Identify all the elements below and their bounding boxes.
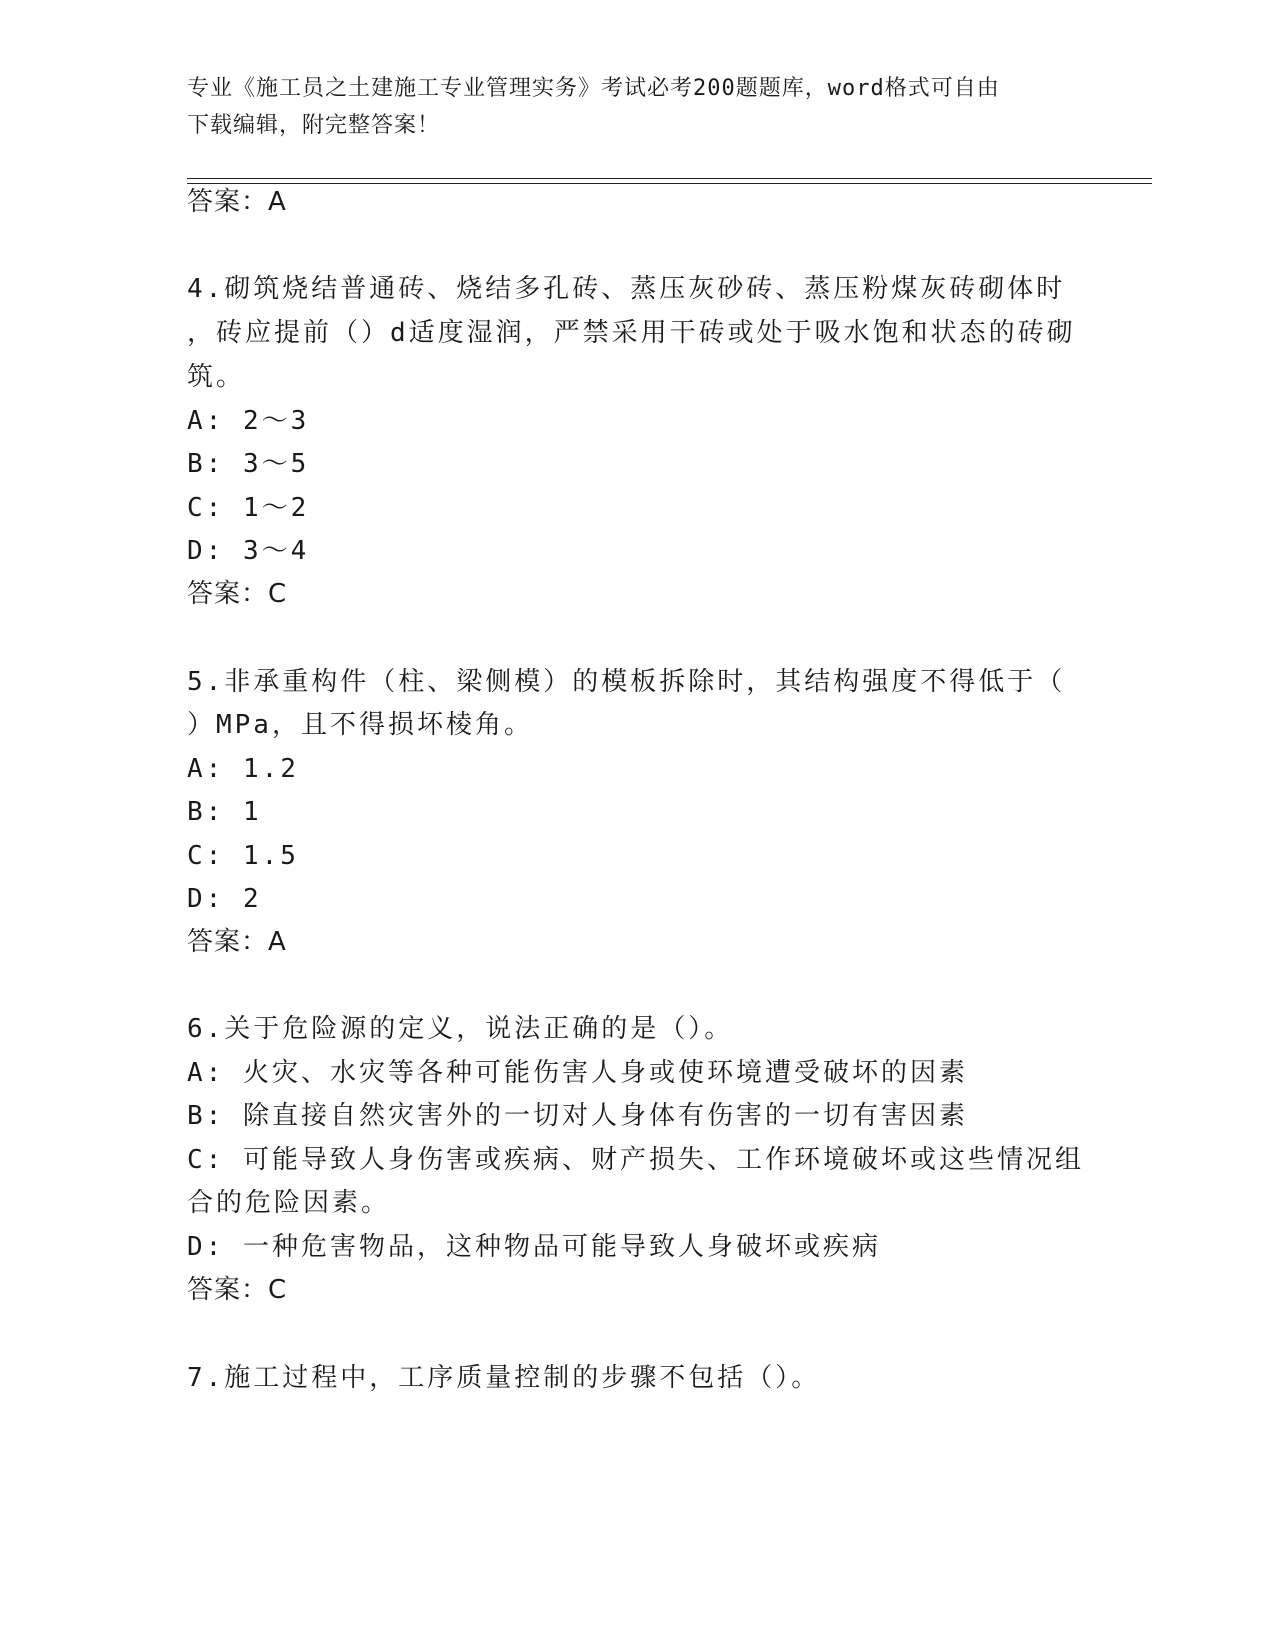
question-5-option-d: D: 2: [187, 884, 262, 914]
question-4-option-b: B: 3～5: [187, 449, 310, 479]
question-5-option-c: C: 1.5: [187, 841, 299, 871]
question-6-option-c-line-2: 合的危险因素。: [187, 1188, 391, 1218]
question-4-stem-line-3: 筑。: [187, 362, 246, 392]
question-4-answer: 答案：C: [187, 579, 288, 609]
question-7-stem-line-1: 7.施工过程中，工序质量控制的步骤不包括（）。: [187, 1363, 821, 1393]
question-5-stem-line-1: 5.非承重构件（柱、梁侧模）的模板拆除时，其结构强度不得低于（: [187, 667, 1066, 697]
previous-answer: 答案：A: [187, 187, 287, 217]
question-6-option-a: A: 火灾、水灾等各种可能伤害人身或使环境遭受破坏的因素: [187, 1058, 968, 1088]
question-4-stem-line-1: 4.砌筑烧结普通砖、烧结多孔砖、蒸压灰砂砖、蒸压粉煤灰砖砌体时: [187, 274, 1066, 304]
header-divider-bottom: [187, 183, 1152, 184]
question-6-option-b: B: 除直接自然灾害外的一切对人身体有伤害的一切有害因素: [187, 1101, 968, 1131]
question-5-option-b: B: 1: [187, 797, 262, 827]
question-6-answer: 答案：C: [187, 1275, 288, 1305]
question-4-option-a: A: 2～3: [187, 406, 310, 436]
header-divider-top: [187, 178, 1152, 179]
question-6-option-c-line-1: C: 可能导致人身伤害或疾病、财产损失、工作环境破坏或这些情况组: [187, 1145, 1084, 1175]
question-6-stem-line-1: 6.关于危险源的定义，说法正确的是（）。: [187, 1014, 734, 1044]
header-line-2: 下载编辑，附完整答案！: [187, 113, 441, 138]
question-6-option-d: D: 一种危害物品，这种物品可能导致人身破坏或疾病: [187, 1232, 881, 1262]
question-5-answer: 答案：A: [187, 927, 287, 957]
document-header: [187, 70, 1087, 144]
question-4-stem-line-2: ，砖应提前（）d适度湿润，严禁采用干砖或处于吸水饱和状态的砖砌: [187, 318, 1076, 348]
question-4-option-d: D: 3～4: [187, 536, 310, 566]
question-5-option-a: A: 1.2: [187, 754, 299, 784]
question-4-option-c: C: 1～2: [187, 493, 310, 523]
question-5-stem-line-2: ）MPa，且不得损坏棱角。: [187, 710, 533, 740]
header-line-1: 专业《施工员之土建施工专业管理实务》考试必考200题题库，word格式可自由: [187, 76, 1000, 101]
